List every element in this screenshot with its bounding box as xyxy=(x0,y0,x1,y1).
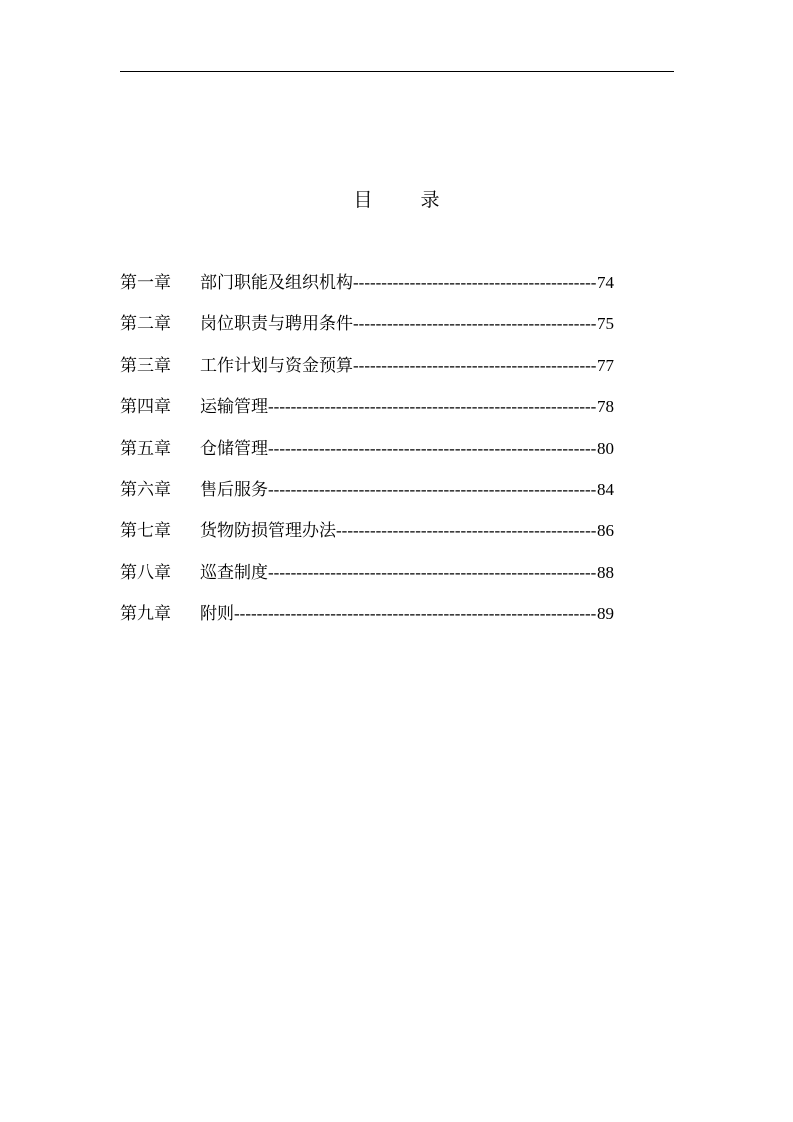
toc-chapter: 第一章 xyxy=(120,273,171,293)
toc-page-number: 88 xyxy=(597,562,614,582)
toc-page-number: 89 xyxy=(597,604,614,624)
dot-leader xyxy=(353,309,597,339)
toc-page-number: 74 xyxy=(597,273,614,292)
toc-page-number: 78 xyxy=(597,397,614,417)
toc-entry[interactable] xyxy=(120,309,614,350)
toc-entry-name: 售后服务 xyxy=(200,479,268,500)
toc-entry[interactable] xyxy=(120,516,614,557)
toc-page-number: 80 xyxy=(597,438,614,458)
dot-leader xyxy=(234,599,597,629)
toc-entry-name: 部门职能及组织机构 xyxy=(200,273,353,293)
toc-entry[interactable] xyxy=(120,434,614,475)
toc-entry[interactable] xyxy=(120,475,614,516)
toc-entry[interactable] xyxy=(120,268,614,309)
toc-title-left: 目 xyxy=(353,189,373,211)
header-rule xyxy=(120,71,674,72)
toc-entry[interactable] xyxy=(120,392,614,433)
toc-chapter: 第六章 xyxy=(120,479,171,500)
toc-chapter: 第九章 xyxy=(120,604,171,625)
toc-chapter: 第五章 xyxy=(120,438,171,459)
dot-leader xyxy=(268,475,597,505)
toc-chapter: 第四章 xyxy=(120,397,171,418)
toc-entry[interactable] xyxy=(120,351,614,392)
toc-entry-name: 巡查制度 xyxy=(200,562,268,583)
toc-entry-name: 运输管理 xyxy=(200,397,268,418)
toc-chapter: 第八章 xyxy=(120,562,171,583)
toc-chapter: 第二章 xyxy=(120,314,171,335)
toc-page-number: 77 xyxy=(597,355,614,375)
toc-entry[interactable] xyxy=(120,558,614,599)
dot-leader xyxy=(353,268,597,298)
toc-entry-name: 附则 xyxy=(200,604,234,625)
dot-leader xyxy=(268,558,597,588)
toc-page-number: 84 xyxy=(597,479,614,499)
toc-entry-name: 岗位职责与聘用条件 xyxy=(200,314,353,335)
toc-title xyxy=(0,186,793,214)
toc-entry[interactable] xyxy=(120,599,614,640)
toc-title-right: 录 xyxy=(420,189,440,211)
toc-page-number: 75 xyxy=(597,314,614,334)
toc-page-number: 86 xyxy=(597,521,614,541)
dot-leader xyxy=(268,434,597,464)
toc-entry-name: 货物防损管理办法 xyxy=(200,521,336,542)
toc-list xyxy=(120,268,614,641)
dot-leader xyxy=(353,351,597,381)
toc-entry-name: 工作计划与资金预算 xyxy=(200,355,353,376)
dot-leader xyxy=(336,516,597,546)
toc-entry-name: 仓储管理 xyxy=(200,438,268,459)
dot-leader xyxy=(268,392,597,422)
toc-chapter: 第三章 xyxy=(120,355,171,376)
toc-chapter: 第七章 xyxy=(120,521,171,542)
